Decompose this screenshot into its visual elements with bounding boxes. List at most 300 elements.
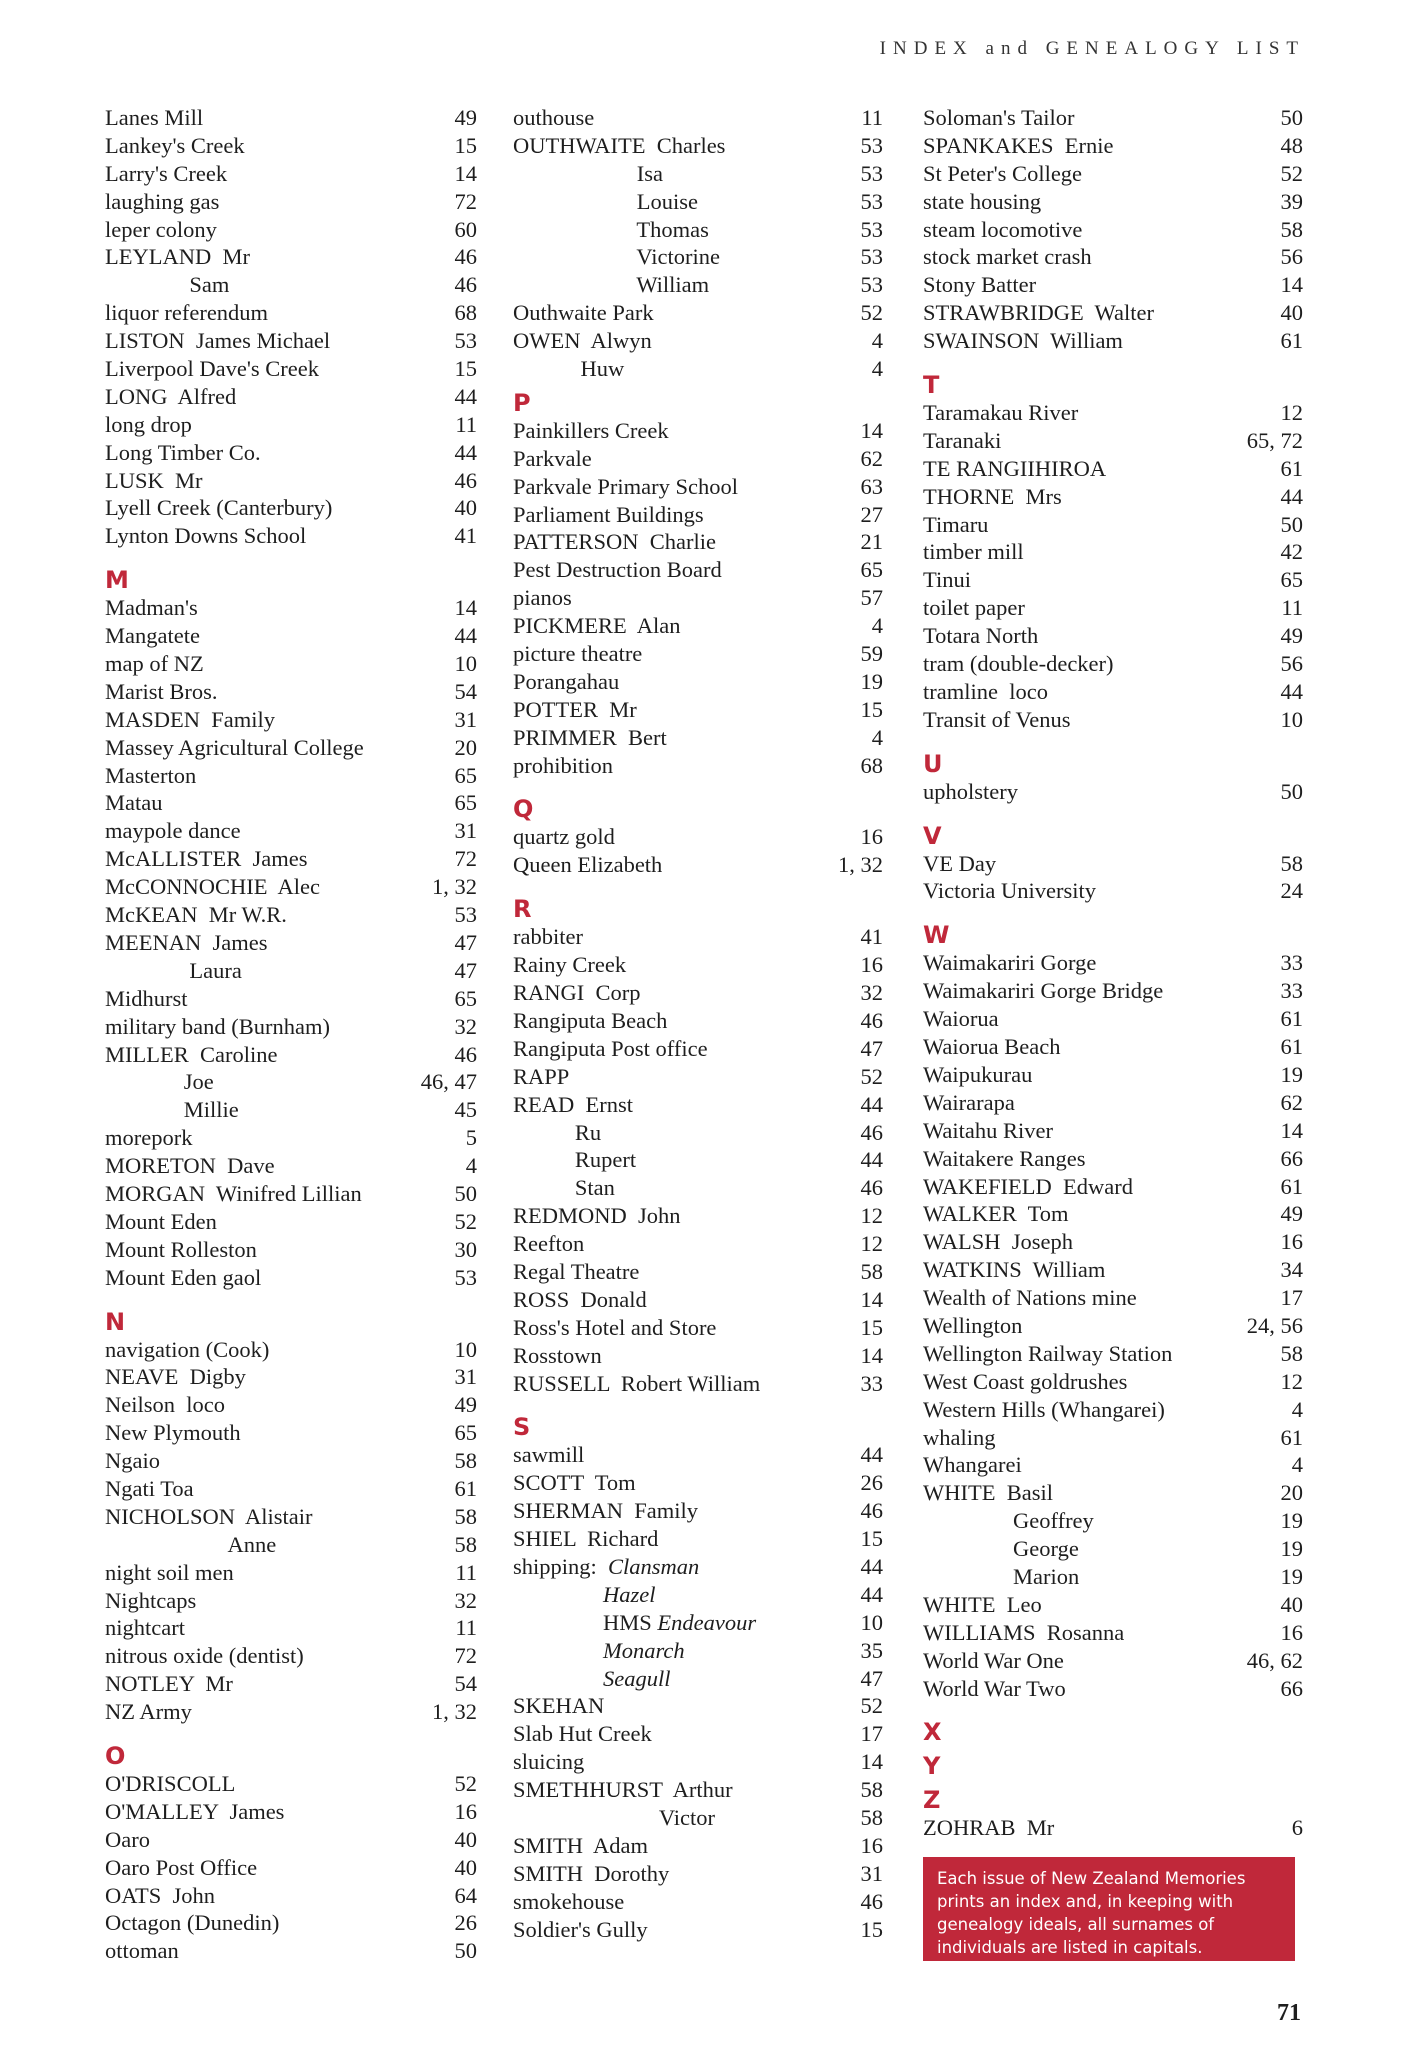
index-entry — [105, 957, 477, 985]
page-number: 71 — [1277, 2000, 1301, 2026]
index-term-text: pianos — [513, 585, 572, 611]
index-term-text: Neilson loco — [105, 1392, 225, 1418]
index-entry — [513, 417, 883, 445]
page-reference: 44 — [454, 439, 477, 465]
index-term-text: WHITE Basil — [923, 1480, 1053, 1506]
index-term-text: Wellington — [923, 1312, 1023, 1338]
page-reference: 49 — [454, 1392, 477, 1418]
index-term-text: smokehouse — [513, 1888, 625, 1914]
index-entry — [513, 327, 883, 355]
index-term-text: quartz gold — [513, 824, 615, 850]
page-reference: 54 — [454, 1671, 477, 1697]
page-reference: 61 — [1280, 1424, 1303, 1450]
index-term — [105, 622, 200, 650]
page-reference: 10 — [860, 1609, 883, 1635]
index-term — [513, 1748, 584, 1776]
index-entry — [513, 473, 883, 501]
index-term — [923, 949, 1096, 977]
index-entry — [513, 1202, 883, 1230]
page-reference: 40 — [454, 495, 477, 521]
index-column-3 — [923, 104, 1303, 1842]
page-reference: 72 — [454, 846, 477, 872]
letter-heading-s: S — [513, 1413, 531, 1442]
page-reference: 44 — [860, 1553, 883, 1579]
index-term-text: OWEN Alwyn — [513, 328, 652, 354]
index-term-text: New Plymouth — [105, 1420, 241, 1446]
index-term-text: Mount Rolleston — [105, 1236, 257, 1262]
index-entry — [513, 1553, 883, 1581]
index-term — [105, 355, 319, 383]
index-term — [923, 243, 1092, 271]
index-entry — [105, 1013, 477, 1041]
page-reference: 14 — [454, 160, 477, 186]
page-reference: 53 — [860, 188, 883, 214]
index-term — [105, 1096, 239, 1124]
index-term — [513, 1007, 667, 1035]
index-term-text: Rosstown — [513, 1342, 602, 1368]
index-entry — [105, 1475, 477, 1503]
index-entry — [923, 1535, 1303, 1563]
page-reference: 19 — [1280, 1536, 1303, 1562]
index-entry — [923, 511, 1303, 539]
page-reference: 14 — [1280, 1117, 1303, 1143]
index-term-text: Stony Batter — [923, 272, 1037, 298]
index-term-text: McALLISTER James — [105, 846, 308, 872]
index-term-text: NOTLEY Mr — [105, 1671, 233, 1697]
index-entry — [105, 132, 477, 160]
page-reference: 68 — [454, 300, 477, 326]
index-term-text: Waitahu River — [923, 1117, 1054, 1143]
index-entry — [923, 594, 1303, 622]
index-entry — [923, 1312, 1303, 1340]
index-term-text: picture theatre — [513, 641, 643, 667]
index-term-text: RUSSELL Robert William — [513, 1370, 761, 1396]
index-entry — [105, 1447, 477, 1475]
letter-heading-q: Q — [513, 795, 534, 824]
page-reference: 14 — [860, 417, 883, 443]
index-term — [513, 1553, 699, 1581]
index-term — [513, 355, 624, 383]
index-term-text: Parliament Buildings — [513, 501, 704, 527]
index-entry — [105, 873, 477, 901]
index-term — [513, 1665, 671, 1693]
index-term — [105, 411, 192, 439]
index-term-text: NICHOLSON Alistair — [105, 1503, 313, 1529]
index-term-text: O'MALLEY James — [105, 1798, 285, 1824]
page-reference: 40 — [454, 1854, 477, 1880]
page-reference: 19 — [860, 668, 883, 694]
index-term-text: Victor — [513, 1804, 715, 1830]
page-reference: 12 — [1280, 400, 1303, 426]
index-entry — [105, 985, 477, 1013]
letter-heading-v: V — [923, 821, 942, 850]
index-term — [923, 1619, 1124, 1647]
index-term — [513, 612, 681, 640]
index-term-text: Matau — [105, 790, 163, 816]
letter-heading-o: O — [105, 1741, 126, 1770]
index-entry — [105, 1236, 477, 1264]
index-term-text: HMS — [513, 1609, 658, 1635]
index-term — [923, 650, 1114, 678]
index-term — [105, 1236, 257, 1264]
index-term — [513, 473, 738, 501]
index-term-text: THORNE Mrs — [923, 483, 1062, 509]
index-entry — [923, 104, 1303, 132]
index-term — [923, 327, 1123, 355]
index-term-text: nitrous oxide (dentist) — [105, 1643, 304, 1669]
page-reference: 41 — [454, 523, 477, 549]
page-reference: 50 — [1280, 778, 1303, 804]
index-term-text: WALSH Joseph — [923, 1229, 1073, 1255]
index-term — [513, 1916, 648, 1944]
index-term — [105, 104, 203, 132]
page-reference: 14 — [1280, 272, 1303, 298]
page-reference: 52 — [860, 1063, 883, 1089]
page-reference: 58 — [860, 1777, 883, 1803]
index-term-text: McKEAN Mr W.R. — [105, 902, 287, 928]
index-term — [513, 823, 615, 851]
index-term — [923, 706, 1071, 734]
index-term — [105, 1937, 179, 1965]
index-entry — [105, 678, 477, 706]
index-term-text: maypole dance — [105, 818, 241, 844]
index-entry — [513, 584, 883, 612]
page-reference: 44 — [454, 623, 477, 649]
index-term — [105, 494, 332, 522]
index-entry — [513, 668, 883, 696]
index-entry — [513, 640, 883, 668]
index-term-text: Lynton Downs School — [105, 523, 307, 549]
page-reference: 44 — [1280, 483, 1303, 509]
page-reference: 11 — [455, 1559, 477, 1585]
index-entry — [923, 1451, 1303, 1479]
page-reference: 11 — [455, 1615, 477, 1641]
letter-heading-r: R — [513, 895, 532, 924]
index-term — [923, 1535, 1079, 1563]
page-reference: 12 — [860, 1231, 883, 1257]
index-term-text: PATTERSON Charlie — [513, 529, 716, 555]
index-entry — [105, 1391, 477, 1419]
index-term-text: West Coast goldrushes — [923, 1368, 1128, 1394]
index-term-text — [513, 1582, 603, 1607]
index-term-text: George — [923, 1536, 1079, 1562]
index-term — [105, 1068, 214, 1096]
index-term-text: Regal Theatre — [513, 1258, 640, 1284]
index-term — [513, 1119, 601, 1147]
index-entry — [923, 977, 1303, 1005]
index-term — [513, 1174, 615, 1202]
index-entry — [923, 299, 1303, 327]
page-reference: 61 — [1280, 328, 1303, 354]
index-entry — [923, 1117, 1303, 1145]
index-term-text: Ngaio — [105, 1448, 160, 1474]
index-entry — [105, 1882, 477, 1910]
index-entry — [105, 1041, 477, 1069]
index-entry — [923, 483, 1303, 511]
index-term-text: Waitakere Ranges — [923, 1145, 1086, 1171]
page-reference: 50 — [1280, 511, 1303, 537]
index-term — [923, 1228, 1073, 1256]
page-reference: 4 — [871, 724, 883, 750]
index-term — [923, 1061, 1032, 1089]
index-term — [105, 706, 275, 734]
index-term-text: Waimakariri Gorge — [923, 950, 1097, 976]
page-reference: 52 — [860, 1693, 883, 1719]
index-entry — [513, 1342, 883, 1370]
page-reference: 15 — [454, 132, 477, 158]
index-term — [105, 1559, 234, 1587]
index-term — [513, 923, 583, 951]
page-reference: 58 — [454, 1531, 477, 1557]
index-entry — [513, 1441, 883, 1469]
page-reference: 46 — [860, 1175, 883, 1201]
index-term-text: Waimakariri Gorge Bridge — [923, 978, 1164, 1004]
index-term-text: SHIEL Richard — [513, 1526, 659, 1552]
page-reference: 58 — [454, 1503, 477, 1529]
page-reference: 32 — [454, 1013, 477, 1039]
page-reference: 14 — [860, 1286, 883, 1312]
index-term-text: TE RANGIIHIROA — [923, 455, 1107, 481]
index-term-text: Massey Agricultural College — [105, 734, 364, 760]
index-term-text: WALKER Tom — [923, 1201, 1069, 1227]
page-reference: 33 — [1280, 950, 1303, 976]
index-entry — [513, 1258, 883, 1286]
page-reference: 33 — [1280, 978, 1303, 1004]
page-reference: 26 — [860, 1470, 883, 1496]
running-header: INDEX and GENEALOGY LIST — [879, 38, 1305, 59]
index-entry — [923, 427, 1303, 455]
index-term — [105, 1041, 277, 1069]
index-entry — [105, 1096, 477, 1124]
index-term — [513, 979, 641, 1007]
page-reference: 53 — [454, 1264, 477, 1290]
index-entry — [513, 445, 883, 473]
index-entry — [923, 1424, 1303, 1452]
index-term-text: tramline loco — [923, 678, 1048, 704]
page-reference: 34 — [1280, 1257, 1303, 1283]
index-term-text: tram (double-decker) — [923, 651, 1114, 677]
index-term-text: toilet paper — [923, 595, 1025, 621]
index-entry — [923, 1256, 1303, 1284]
page-reference: 44 — [860, 1442, 883, 1468]
index-entry — [513, 1007, 883, 1035]
index-term-text: nightcart — [105, 1615, 185, 1641]
index-entry — [923, 1228, 1303, 1256]
page-reference: 32 — [454, 1587, 477, 1613]
page-reference: 40 — [1280, 1591, 1303, 1617]
index-term-text: Thomas — [513, 216, 709, 242]
index-term — [923, 1675, 1066, 1703]
index-entry — [105, 1614, 477, 1642]
index-term-text: Mangatete — [105, 623, 200, 649]
index-entry — [513, 1469, 883, 1497]
index-term-text: PRIMMER Bert — [513, 724, 667, 750]
index-term-text: MORGAN Winifred Lillian — [105, 1180, 362, 1206]
letter-heading-m: M — [105, 566, 129, 595]
index-term-text: Huw — [513, 356, 625, 382]
index-entry — [923, 1675, 1303, 1703]
index-entry — [105, 1124, 477, 1152]
page-reference: 35 — [860, 1637, 883, 1663]
page-reference: 41 — [860, 924, 883, 950]
index-term — [105, 1180, 362, 1208]
index-entry — [923, 622, 1303, 650]
page-reference: 53 — [860, 160, 883, 186]
index-term-text: Geoffrey — [923, 1508, 1094, 1534]
index-term-text: shipping: — [513, 1553, 609, 1579]
index-entry — [923, 1145, 1303, 1173]
page-reference: 4 — [1291, 1396, 1303, 1422]
index-term-text: laughing gas — [105, 188, 220, 214]
index-term-text: LONG Alfred — [105, 383, 237, 409]
index-term — [105, 929, 267, 957]
index-term — [513, 1342, 602, 1370]
index-term — [513, 1202, 681, 1230]
index-entry — [105, 1559, 477, 1587]
index-entry — [513, 1370, 883, 1398]
page-reference: 44 — [454, 383, 477, 409]
index-term-text: Long Timber Co. — [105, 439, 261, 465]
index-entry — [105, 188, 477, 216]
index-term — [923, 299, 1154, 327]
ship-name: Clansman — [608, 1553, 700, 1579]
index-term-text: Ross's Hotel and Store — [513, 1314, 717, 1340]
index-term — [513, 1035, 708, 1063]
index-entry — [105, 1152, 477, 1180]
page-reference: 27 — [860, 501, 883, 527]
index-term-text: Whangarei — [923, 1452, 1022, 1478]
index-term-text: Soloman's Tailor — [923, 105, 1075, 130]
index-entry — [513, 1119, 883, 1147]
index-term — [513, 1804, 715, 1832]
page-reference: 49 — [454, 105, 477, 130]
page-reference: 33 — [860, 1370, 883, 1396]
index-entry — [923, 1591, 1303, 1619]
index-term-text: O'DRISCOLL — [105, 1770, 236, 1796]
page-reference: 65 — [454, 790, 477, 816]
index-entry — [105, 160, 477, 188]
page-reference: 62 — [860, 445, 883, 471]
index-term — [513, 243, 720, 271]
page-reference: 10 — [1280, 706, 1303, 732]
index-entry — [923, 1507, 1303, 1535]
page-reference: 14 — [860, 1342, 883, 1368]
index-term — [105, 299, 268, 327]
page-reference: 14 — [454, 595, 477, 621]
index-term-text: navigation (Cook) — [105, 1336, 270, 1362]
index-term — [105, 1826, 150, 1854]
index-term — [105, 985, 188, 1013]
page-reference: 61 — [1280, 455, 1303, 481]
index-entry — [923, 1033, 1303, 1061]
index-term — [513, 1609, 756, 1637]
index-term — [923, 1479, 1053, 1507]
page-reference: 4 — [465, 1153, 477, 1179]
index-term-text: LISTON James Michael — [105, 328, 331, 354]
page-reference: 64 — [454, 1882, 477, 1908]
index-entry — [105, 789, 477, 817]
page-reference: 65 — [454, 762, 477, 788]
index-term — [923, 1284, 1137, 1312]
index-term — [923, 1368, 1127, 1396]
letter-heading-x: X — [923, 1718, 942, 1747]
index-term — [105, 1614, 185, 1642]
index-term — [513, 752, 613, 780]
index-entry — [105, 1798, 477, 1826]
page-reference: 54 — [454, 678, 477, 704]
index-term — [513, 1230, 584, 1258]
index-term — [105, 1798, 284, 1826]
index-term-text: Waiorua Beach — [923, 1034, 1061, 1060]
index-term — [105, 957, 242, 985]
index-entry — [105, 1336, 477, 1364]
index-entry — [923, 455, 1303, 483]
index-term-text: Millie — [105, 1097, 239, 1123]
index-term — [923, 1507, 1094, 1535]
page-reference: 15 — [860, 1314, 883, 1340]
index-entry — [105, 104, 477, 132]
index-term — [105, 873, 320, 901]
index-term-text: RAPP — [513, 1063, 570, 1089]
page-reference: 1, 32 — [432, 874, 477, 900]
index-entry — [513, 823, 883, 851]
page-reference: 49 — [1280, 1201, 1303, 1227]
index-term — [105, 1152, 275, 1180]
index-term — [105, 467, 203, 495]
page-reference: 61 — [1280, 1006, 1303, 1032]
index-entry — [923, 243, 1303, 271]
index-term-text: SMETHHURST Arthur — [513, 1777, 733, 1803]
index-term-text: Rangiputa Beach — [513, 1007, 668, 1033]
index-entry — [105, 1826, 477, 1854]
index-entry — [105, 1698, 477, 1726]
index-term-text: Slab Hut Creek — [513, 1721, 652, 1747]
index-entry — [923, 877, 1303, 905]
index-term-text: OUTHWAITE Charles — [513, 132, 726, 158]
ship-name: Endeavour — [657, 1609, 757, 1635]
index-entry — [105, 411, 477, 439]
index-term — [105, 271, 229, 299]
index-entry — [923, 778, 1303, 806]
index-term — [923, 1563, 1079, 1591]
index-term — [923, 160, 1082, 188]
index-term-text: William — [513, 272, 710, 298]
index-term — [513, 1525, 658, 1553]
index-term — [513, 556, 722, 584]
page-reference: 44 — [1280, 678, 1303, 704]
index-entry — [923, 1200, 1303, 1228]
letter-heading-t: T — [923, 371, 940, 400]
index-term-text: READ Ernst — [513, 1091, 633, 1117]
index-entry — [105, 243, 477, 271]
index-term-text: Wellington Railway Station — [923, 1340, 1173, 1366]
index-entry — [923, 1563, 1303, 1591]
index-entry — [105, 622, 477, 650]
index-term — [923, 1312, 1022, 1340]
page-reference: 15 — [860, 1526, 883, 1552]
index-term — [513, 216, 709, 244]
index-term-text: Rangiputa Post office — [513, 1035, 708, 1061]
index-term — [923, 1424, 996, 1452]
index-entry — [513, 216, 883, 244]
index-term — [923, 594, 1025, 622]
index-entry — [513, 1035, 883, 1063]
index-term — [513, 1637, 685, 1665]
index-term — [105, 1264, 261, 1292]
index-entry — [923, 1284, 1303, 1312]
index-term-text: OATS John — [105, 1882, 216, 1908]
index-term-text: Lyell Creek (Canterbury) — [105, 495, 333, 521]
